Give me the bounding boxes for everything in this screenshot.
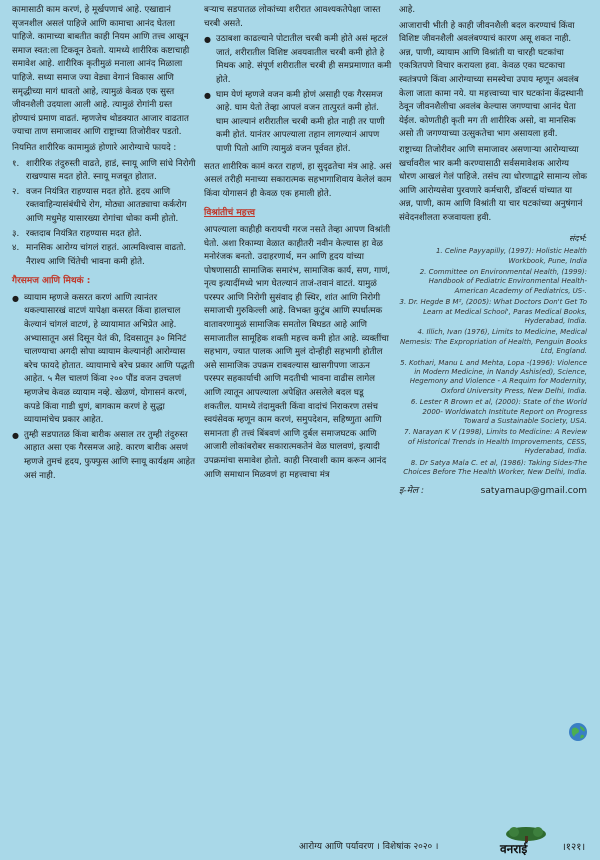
page-footer <box>0 826 600 854</box>
paragraph: आपल्याला काहीही करायची गरज नसते तेव्हा आपण विश्रांती घेतो. अशा रिकाम्या वेळात काहीतरी नवीन केल्यास हा वेळ मनोरंजक बनतो. उदाहरणार्थ, मन आणि हृदय यांच्या पोषणासाठी सामाजिक समारंभ, सामाजिक कार्य, सण, गाणं, नृत्य इत्यादींमध्ये भाग घेतल्यानं ताजं-तवानं वाटतं. यामुळं परस्पर आणि निरोगी सुसंवाद ही स्थिर, शांत आणि निरोगी समाजाची गुरुकिल्ली आहे. विभक्त कुटुंब आणि स्पर्धात्मक वातावरणामुळं सामाजिक समतोल बिघडत आहे आणि समाजातील सामूहिक शक्ती महत्त्व कमी होत आहे. व्यक्तींचा सहभाग, ज्यात पालक आणि मुलं दोन्हीही सहभागी होतील असे सामाजिक उपक्रम राबवल्यास खासगीपणा जाऊन परस्पर सहकार्याची आणि मदतीची भावना वाढीस लागेल आणि त्यातून आपल्याला अपेक्षित असलेले बदल घडू शकतील. यामध्ये तंदामुक्ती किंवा वादांचं निराकरण तसंच स्वयंसेवक म्हणून काम करणं, समुपदेशन, सहिष्णुता आणि समानता ही तत्त्वं बिंबवणं आणि दुर्बल समाजघटक आणि आजारी लोकांबरोबर सकारात्मकतेनं वेळ घालवणं, इत्यादी उपक्रमांचा समावेश होतो. काही निरवाशी काम करून आनंद आणि समाधान मिळवणं हा महत्त्वाचा मंत्र <box>204 224 391 480</box>
column-1 <box>12 4 198 484</box>
references-title: संदर्भ: <box>569 233 587 243</box>
paragraph: सतत शारीरिक कामं करत राहणं, हा सुदृढतेचा मंत्र आहे. असं असलं तरीही मनाच्या सकारात्मक सहभागाशिवाय केलेलं काम किंवा योगासनं ही केवळ एक हमाली होते. <box>204 161 392 199</box>
paragraph: कामासाठी काम करणं, हे मूर्खपणाचं आहे. एखाद्यानं सृजनशील असलं पाहिजे आणि कामाचा आनंद घेतला पाहिजे. कामाच्या बाबतीत काही नियम आणि तत्त्व आखून समाज स्वत:ला टिकवून ठेवतो. यामध्ये शारीरिक कष्टाचाही समावेश आहे. शारीरिक कृतीमुळं मनाला आनंद मिळाला पाहिजे. सध्या समाज ज्या वेड्या वेगानं विकास आणि समृद्धीच्या मागं धावतो आहे, त्यामुळं केवळ एक सुस्त जीवनशैली उदयाला आली आहे. त्यामुळं रोगांनी ग्रस्त होण्याचं प्रमाण वाढतं. म्हणजेच थोडक्यात आजार वाढतात ज्याचा ताण समाजावर आणि राष्ट्राच्या तिजोरीवर पडतो. <box>12 5 190 138</box>
globe-icon <box>568 722 588 742</box>
logo-text: वनराई <box>500 842 528 856</box>
bullet-item: ● व्यायाम म्हणजे कसरत करणं आणि त्यानंतर थकल्यासारखं वाटणं यापेक्षा कसरत किंवा हालचाल केल्यानं चांगलं वाटणं, हे व्यायामात अभिप्रेत आहे. अभ्यासातून असं दिसून येतं की, दिवसातून ३० मिनिटं चालण्याचा अगदी सोपा व्यायाम केल्यानंही आरोग्यास बरेच फायदे होतात. व्यायामाचे बरेच प्रकार आणि पद्धती आहेत. ५ मैल चालणं किंवा २०० पौंड वजन उचलणं म्हणजेच केवळ व्यायाम नव्हे. खेळणं, योगासनं करणं, कपडे किंवा गाडी धुणं, बागकाम करणं हे सुद्धा व्यायामांचेच प्रकार आहेत. <box>12 292 198 428</box>
bullet-icon: ● <box>12 430 19 440</box>
paragraph: आजाराची भीती हे काही जीवनशैली बदल करण्याचं किंवा विशिष्ट जीवनशैली अवलंबण्याचं कारण असू शकत नाही. अन्न, पाणी, व्यायाम आणि विश्रांती या चारही घटकांचा एकत्रितपणे विचार करायला हवा. केवळ एका घटकाचा स्वतंत्रपणे किंवा आरोग्याच्या समस्येचा उपाय म्हणून अवलंब केला जाता कामा नये. या महत्त्वाच्या चार घटकांना केंद्रस्थानी ठेवून जीवनशैलीचा अवलंब केल्यास जगण्याचा आनंद घेता येईल. कोणतीही कृती मग ती शारीरिक असो, वा मानसिक असो ती जगण्याच्या उत्सुकतेचा भाग असायला हवी. <box>399 20 584 140</box>
reference-item: 8. Dr Satya Mala C. et al, (1986): Taking Sides-The Choices Before The Health Worker, New Delhi, India. <box>403 458 587 477</box>
bullet-item: ● घाम येणं म्हणजे वजन कमी होणं असाही एक गैरसमज आहे. घाम येतो तेव्हा आपलं वजन तात्पुरतं कमी होतं. घाम आल्यानं शरीरातील चरबी कमी होत नाही तर पाणी कमी होतं. यानंतर आपल्याला तहान लागल्यानं आपण पाणी पितो आणि त्यामुळं वजन पूर्ववत होतं. <box>204 89 392 157</box>
list-item: १. शारीरिक तंदुरुस्ती वाढते, हाडं, स्नायू आणि सांधे निरोगी राखण्यास मदत होते. स्नायू मजबूत होतात. <box>12 158 196 183</box>
email-address[interactable]: satyamaup@gmail.com <box>480 486 587 497</box>
reference-item: 1. Celine Payyapilly, (1997): Holistic Health Workbook, Pune, India <box>435 247 587 265</box>
reference-item: 7. Narayan K V (1998), Limits to Medicine: A Review of Historical Trends in Health Improvements, CESS, Hyderabad, India. <box>404 428 587 456</box>
bullet-item: ● तुम्ही सडपातळ किंवा बारीक असाल तर तुम्ही तंदुरुस्त आहात असा एक गैरसमज आहे. कारण बारीक असणं म्हणजे तुमचं हृदय, फुफ्फुस आणि स्नायू कार्यक्षम आहेत असं नाही. <box>12 429 198 483</box>
bullet-icon: ● <box>12 293 19 303</box>
column-3 <box>399 4 587 499</box>
section-heading-myths: गैरसमज आणि मिथकं : <box>12 276 91 287</box>
reference-item: 5. Kothari, Manu L and Mehta, Lopa -(1996): Violence in Modern Medicine, in Nandy Ashis(ed), Science, Hegemony and Violence - A Requim for Modernity, Oxford University Press, New Delhi, India. <box>400 358 587 395</box>
journal-title: आरोग्य आणि पर्यावरण । विशेषांक २०२० । <box>299 842 439 852</box>
references-list <box>399 247 587 477</box>
bullet-icon: ● <box>204 35 211 45</box>
column-2 <box>204 4 392 484</box>
bullet-item: ● उठाबशा काढल्याने पोटातील चरबी कमी होते असं म्हटलं जातं, शरीरातील विशिष्ट अवयवातील चरबी कमी होते हे मिथक आहे. संपूर्ण शरीरातील चरबी ही समप्रमाणात कमी होते. <box>204 33 392 87</box>
reference-item: 2. Committee on Environmental Health, (1999): Handbook of Pediatric Environmental Health-American Academy of Pediatrics, US-. <box>419 267 587 295</box>
reference-item: 6. Lester R Brown et al, (2000): State of the World 2000- Worldwatch Institute Report on Progress Toward a Sustainable Society, USA. <box>410 398 587 425</box>
vanrai-logo <box>496 826 558 854</box>
reference-item: 3. Dr. Hegde B M², (2005): What Doctors Don't Get To Learn at Medical School', Paras Medical Books, Hyderabad, India. <box>399 298 587 325</box>
bullet-icon: ● <box>204 90 211 100</box>
paragraph: आहे. <box>399 5 416 15</box>
page-number: ।१२१। <box>562 842 586 853</box>
paragraph: राष्ट्राच्या तिजोरीवर आणि समाजावर असणाऱ्या आरोग्याच्या खर्चावरील भार कमी करण्यासाठी सर्वसमावेशक आरोग्य धोरण आखलं गेलं पाहिजे. तसंच त्या धोरणाद्वारे सामान्य लोक आणि आरोग्यसेवा पुरवणारे कर्मचारी, डॉक्टर्स यांच्यात या अन्न, पाणी, काम आणि विश्रांती या चार घटकांच्या अनुषंगानं संवेदनशीलता रुजवायला हवी. <box>399 144 587 223</box>
reference-item: 4. Illich, Ivan (1976), Limits to Medicine, Medical Nemesis: The Expropriation of Health, Penguin Books Ltd, England. <box>399 328 587 356</box>
email-label: इ-मेल : <box>399 486 425 497</box>
paragraph: नियमित शारीरिक कामामुळं होणारे आरोग्याचे फायदे : <box>12 142 177 153</box>
list-item: ३. रक्तदाब नियंत्रित राहण्यास मदत होते. <box>12 228 142 239</box>
email-line <box>399 485 587 499</box>
list-item: २. वजन नियंत्रित राहण्यास मदत होते. हृदय आणि रक्तवाहिन्यासंबंधीचे रोग, मोठ्या आतड्याचा कर्करोग आणि मधुमेह यासारख्या रोगांचा धोका कमी होतो. <box>12 186 187 224</box>
paragraph: बऱ्याच सडपातळ लोकांच्या शरीरात आवश्यकतेपेक्षा जास्त चरबी असते. <box>204 5 381 29</box>
list-item: ४. मानसिक आरोग्य चांगलं राहतं. आत्मविश्वास वाढतो. नैराश्य आणि चिंतेची भावना कमी होते. <box>12 243 187 267</box>
section-heading-rest: विश्रांतीचं महत्त्व <box>204 208 255 219</box>
